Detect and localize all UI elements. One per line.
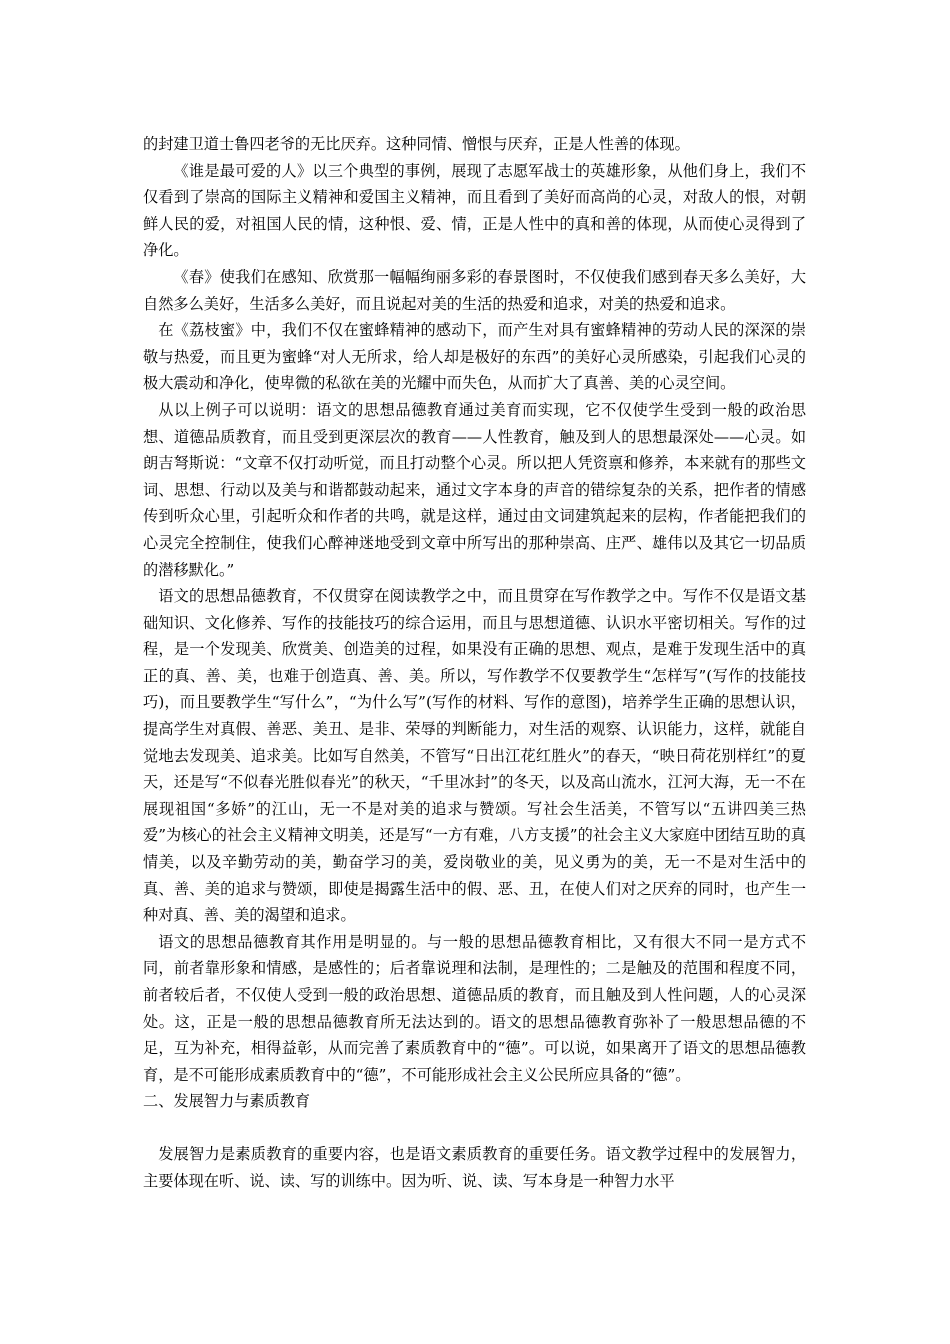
- blank-line: [143, 1115, 806, 1141]
- paragraph-lychee-honey: 在《荔枝蜜》中，我们不仅在蜜蜂精神的感动下，而产生对具有蜜蜂精神的劳动人民的深深的崇敬与热爱，而且更为蜜蜂“对人无所求，给人却是极好的东西”的美好心灵所感染，引起我们心灵的极大震动和净化，使卑微的私欲在美的光耀中而失色，从而扩大了真善、美的心灵空间。: [143, 321, 806, 393]
- paragraph-examples-conclusion: 从以上例子可以说明：语文的思想品德教育通过美育而实现，它不仅使学生受到一般的政治思想、道德品质教育，而且受到更深层次的教育——人性教育，触及到人的思想最深处——心灵。如朗吉弩斯说：“文章不仅打动听觉，而且打动整个心灵。所以把人凭资禀和修养，本来就有的那些文词、思想、行动以及美与和谐都鼓动起来，通过文字本身的声音的错综复杂的关系，把作者的情感传到听众心里，引起听众和作者的共鸣，就是这样，通过由文词建筑起来的层构，作者能把我们的心灵完全控制住，使我们心醉神迷地受到文章中所写出的那种崇高、庄严、雄伟以及其它一切品质的潜移默化。”: [143, 400, 806, 579]
- paragraph-continuation: 的封建卫道士鲁四老爷的无比厌弃。这种同情、憎恨与厌弃，正是人性善的体现。: [143, 135, 690, 153]
- document-body: [143, 131, 806, 1194]
- paragraph-moral-education-effect: 语文的思想品德教育其作用是明显的。与一般的思想品德教育相比，又有很大不同一是方式不同，前者靠形象和情感，是感性的；后者靠说理和法制，是理性的；二是触及的范围和程度不同，前者较后者，不仅使人受到一般的政治思想、道德品质的教育，而且触及到人性问题，人的心灵深处。这，正是一般的思想品德教育所无法达到的。语文的思想品德教育弥补了一般思想品德的不足，互为补充，相得益彰，从而完善了素质教育中的“德”。可以说，如果离开了语文的思想品德教育，是不可能形成素质教育中的“德”，不可能形成社会主义公民所应具备的“德”。: [143, 932, 806, 1084]
- paragraph-spring: 《春》使我们在感知、欣赏那一幅幅绚丽多彩的春景图时，不仅使我们感到春天多么美好，大自然多么美好，生活多么美好，而且说起对美的生活的热爱和追求，对美的热爱和追求。: [143, 267, 806, 313]
- paragraph-most-lovable-people: 《谁是最可爱的人》以三个典型的事例，展现了志愿军战士的英雄形象，从他们身上，我们不仅看到了崇高的国际主义精神和爱国主义精神，而且看到了美好而高尚的心灵，对敌人的恨，对朝鲜人民的爱，对祖国人民的情，这种恨、爱、情，正是人性中的真和善的体现，从而使心灵得到了净化。: [143, 161, 806, 260]
- paragraph-writing-teaching: 语文的思想品德教育，不仅贯穿在阅读教学之中，而且贯穿在写作教学之中。写作不仅是语文基础知识、文化修养、写作的技能技巧的综合运用，而且与思想道德、认识水平密切相关。写作的过程，是一个发现美、欣赏美、创造美的过程，如果没有正确的思想、观点，是难于发现生活中的真正的真、善、美，也难于创造真、善、美。所以，写作教学不仅要教学生“怎样写”(写作的技能技巧)，而且要教学生“写什么”，“为什么写”(写作的材料、写作的意图)，培养学生正确的思想认识，提高学生对真假、善恶、美丑、是非、荣辱的判断能力，对生活的观察、认识能力，这样，就能自觉地去发现美、追求美。比如写自然美，不管写“日出江花红胜火”的春天，“映日荷花别样红”的夏天，还是写“不似春光胜似春光”的秋天，“千里冰封”的冬天，以及高山流水，江河大海，无一不在展现祖国“多娇”的江山，无一不是对美的追求与赞颂。写社会生活美，不管写以“五讲四美三热爱”为核心的社会主义精神文明美，还是写“一方有难，八方支援”的社会主义大家庭中团结互助的真情美，以及辛勤劳动的美，勤奋学习的美，爱岗敬业的美，见义勇为的美，无一不是对生活中的真、善、美的追求与赞颂，即使是揭露生活中的假、恶、丑，在使人们对之厌弃的同时，也产生一种对真、善、美的渴望和追求。: [143, 587, 806, 925]
- paragraph-intelligence-development: 发展智力是素质教育的重要内容，也是语文素质教育的重要任务。语文教学过程中的发展智力，主要体现在听、说、读、写的训练中。因为听、说、读、写本身是一种智力水平: [143, 1144, 806, 1190]
- section-heading: 二、发展智力与素质教育: [143, 1092, 311, 1111]
